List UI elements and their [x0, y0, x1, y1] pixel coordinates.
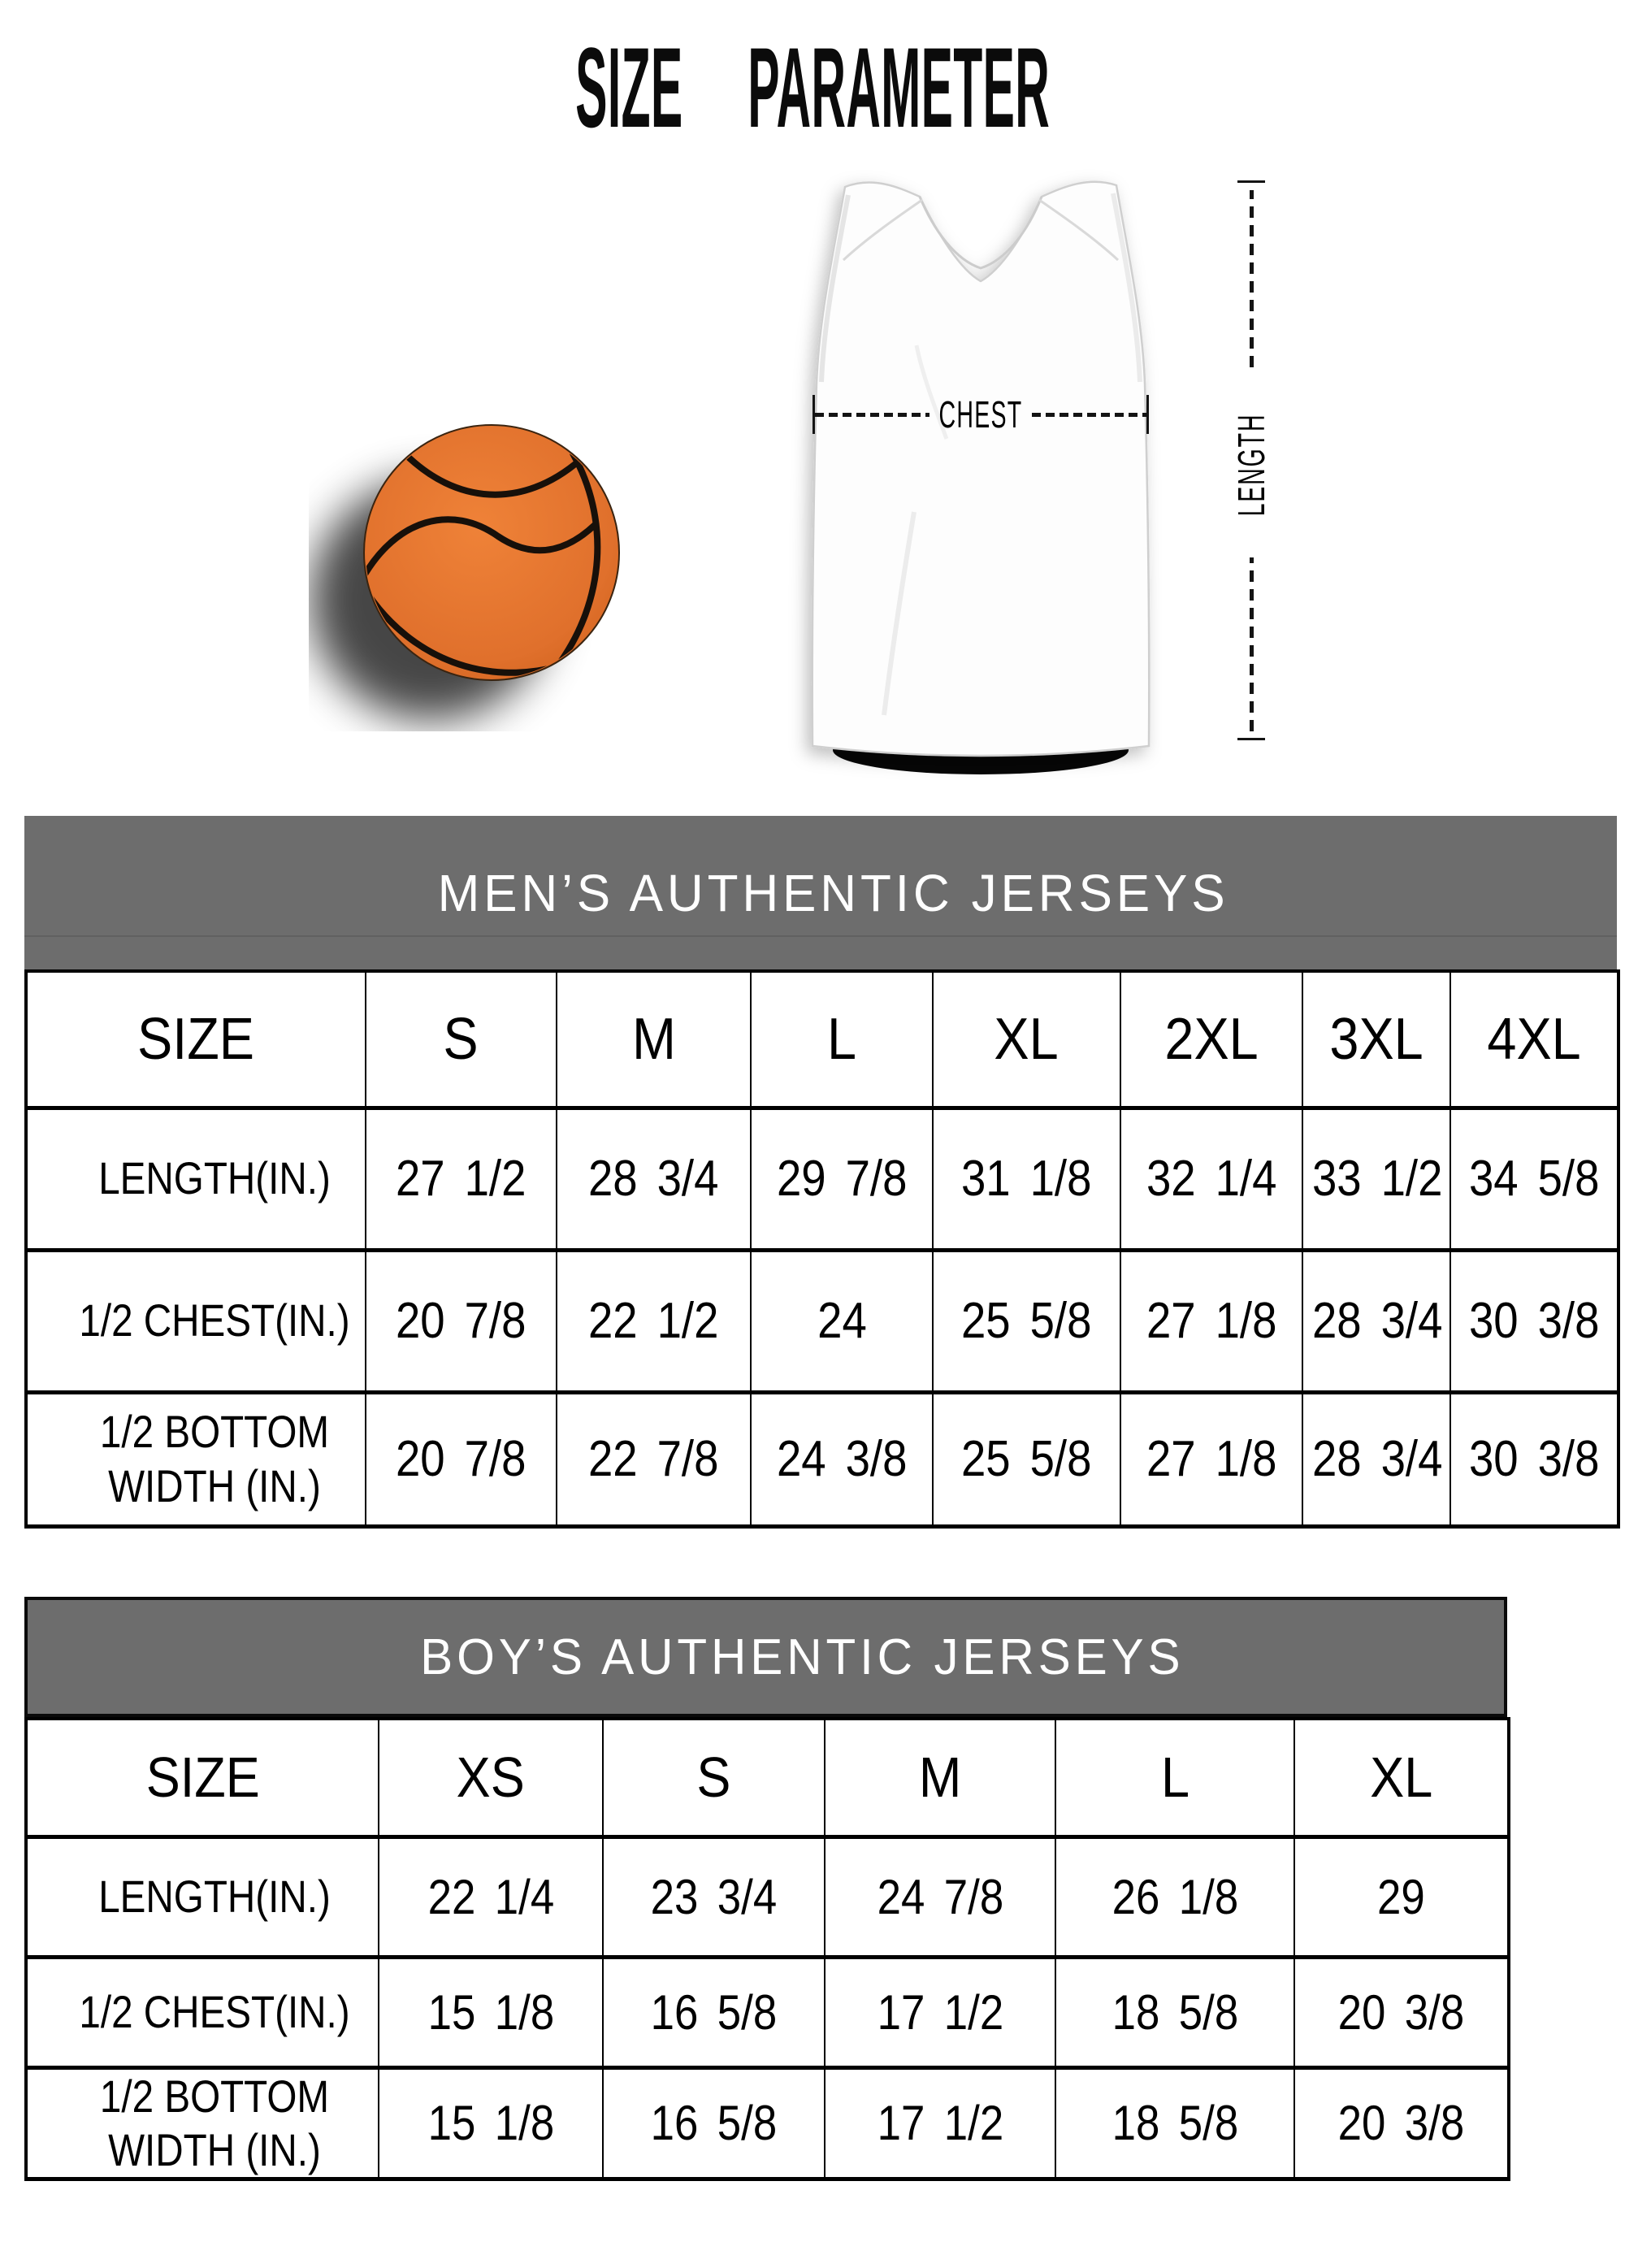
row-label: 1/2 BOTTOM WIDTH (IN.)	[26, 2067, 379, 2179]
chest-dimension-line	[812, 393, 1149, 436]
boys-col-s: S	[603, 1719, 825, 1837]
size-value: 17 1/2	[825, 2067, 1055, 2179]
size-value: 28 3/4	[1302, 1250, 1450, 1392]
size-value: 20 7/8	[366, 1392, 557, 1526]
boys-length-row	[26, 1837, 1509, 1957]
boys-bottom-width-row	[26, 2067, 1509, 2179]
size-value: 20 7/8	[366, 1250, 557, 1392]
size-value: 16 5/8	[603, 2067, 825, 2179]
mens-header-row	[26, 971, 1618, 1108]
boys-col-l: L	[1055, 1719, 1294, 1837]
size-value: 23 3/4	[603, 1837, 825, 1957]
mens-col-3xl: 3XL	[1302, 971, 1450, 1108]
mens-col-4xl: 4XL	[1450, 971, 1618, 1108]
mens-bottom-width-row	[26, 1392, 1618, 1526]
size-value: 15 1/8	[379, 2067, 603, 2179]
mens-col-2xl: 2XL	[1120, 971, 1302, 1108]
mens-size-table	[24, 969, 1620, 1529]
chest-right-tick	[1146, 395, 1149, 434]
chest-dash-left	[815, 413, 930, 417]
length-dimension-line	[1228, 180, 1274, 743]
boys-col-xs: XS	[379, 1719, 603, 1837]
length-dash-bottom	[1250, 557, 1254, 731]
mens-size-header-cell: SIZE	[26, 971, 366, 1108]
size-value: 16 5/8	[603, 1957, 825, 2067]
size-value: 24 3/8	[751, 1392, 933, 1526]
length-dash-top	[1250, 190, 1254, 367]
size-value: 25 5/8	[933, 1392, 1120, 1526]
chest-dash-right	[1032, 413, 1146, 417]
boys-chest-row	[26, 1957, 1509, 2067]
size-value: 32 1/4	[1120, 1108, 1302, 1250]
row-label: 1/2 CHEST(IN.)	[26, 1957, 379, 2067]
page-title	[0, 24, 1625, 151]
size-value: 29	[1294, 1837, 1509, 1957]
basketball-icon	[309, 390, 674, 731]
size-value: 28 3/4	[557, 1108, 751, 1250]
size-value: 27 1/8	[1120, 1250, 1302, 1392]
size-value: 31 1/8	[933, 1108, 1120, 1250]
mens-chest-row	[26, 1250, 1618, 1392]
row-label: 1/2 BOTTOM WIDTH (IN.)	[26, 1392, 366, 1526]
jersey-icon	[780, 163, 1162, 780]
size-value: 24	[751, 1250, 933, 1392]
size-value: 30 3/8	[1450, 1392, 1618, 1526]
size-value: 20 3/8	[1294, 1957, 1509, 2067]
row-label: LENGTH(IN.)	[26, 1837, 379, 1957]
mens-col-s: S	[366, 971, 557, 1108]
size-value: 26 1/8	[1055, 1837, 1294, 1957]
mens-length-row	[26, 1108, 1618, 1250]
mens-col-xl: XL	[933, 971, 1120, 1108]
size-value: 15 1/8	[379, 1957, 603, 2067]
page-title-text: SIZE PARAMETER	[575, 24, 1050, 151]
length-label: LENGTH	[1230, 413, 1272, 517]
boys-col-m: M	[825, 1719, 1055, 1837]
row-label: 1/2 CHEST(IN.)	[26, 1250, 366, 1392]
mens-col-m: M	[557, 971, 751, 1108]
size-value: 18 5/8	[1055, 2067, 1294, 2179]
boys-size-header-cell: SIZE	[26, 1719, 379, 1837]
size-value: 18 5/8	[1055, 1957, 1294, 2067]
mens-col-l: L	[751, 971, 933, 1108]
size-value: 30 3/8	[1450, 1250, 1618, 1392]
size-value: 25 5/8	[933, 1250, 1120, 1392]
size-value: 29 7/8	[751, 1108, 933, 1250]
chest-label: CHEST	[938, 393, 1023, 436]
size-value: 22 1/2	[557, 1250, 751, 1392]
boys-size-table	[24, 1717, 1510, 2181]
mens-banner-title: MEN’S AUTHENTIC JERSEYS	[437, 863, 1229, 922]
size-value: 27 1/8	[1120, 1392, 1302, 1526]
boys-banner-title: BOY’S AUTHENTIC JERSEYS	[419, 1628, 1185, 1685]
row-label: LENGTH(IN.)	[26, 1108, 366, 1250]
size-value: 22 7/8	[557, 1392, 751, 1526]
boys-header-row	[26, 1719, 1509, 1837]
size-value: 33 1/2	[1302, 1108, 1450, 1250]
length-top-tick	[1237, 180, 1265, 183]
mens-table-banner	[24, 816, 1617, 969]
boys-col-xl: XL	[1294, 1719, 1509, 1837]
size-value: 17 1/2	[825, 1957, 1055, 2067]
length-bottom-tick	[1237, 738, 1265, 740]
boys-table-banner	[24, 1597, 1507, 1717]
size-value: 27 1/2	[366, 1108, 557, 1250]
size-value: 20 3/8	[1294, 2067, 1509, 2179]
size-value: 22 1/4	[379, 1837, 603, 1957]
size-value: 24 7/8	[825, 1837, 1055, 1957]
size-value: 34 5/8	[1450, 1108, 1618, 1250]
size-value: 28 3/4	[1302, 1392, 1450, 1526]
